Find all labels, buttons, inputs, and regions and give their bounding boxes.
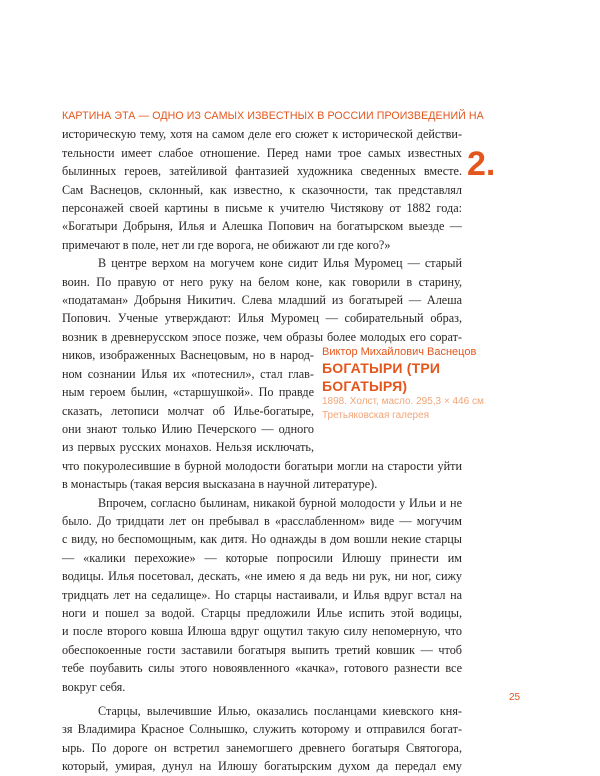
text-line: из первых русских монахов. Нельзя исключать, (62, 440, 314, 455)
text-line: что покуролесившие в бурной молодости богатыри могли на старости уйти (62, 458, 462, 473)
figure-number: 2. (467, 145, 496, 183)
text-line: ным героем былин, «старшушкой». По правде (62, 385, 314, 400)
text-line: ноги и пошел за водой. Старцы предложили Илье испить этой водицы, (62, 605, 462, 620)
text-line: Попович. Ученые утверждают: Илья Муромец — собирательный образ, (62, 311, 462, 326)
caption-details: 1898. Холст, масло. 295,3 × 446 см (322, 396, 484, 407)
caption-museum: Третьяковская галерея (322, 410, 430, 421)
text-line: они знают только Илию Печерского — одного (62, 421, 314, 436)
text-line: «Богатыри Добрыня, Илья и Алешка Попович на богатырском выезде — (62, 219, 462, 234)
text-line: водицы. Илья посетовал, дескать, «не имею я да ведь ни рук, ни ног, сижу (62, 569, 462, 584)
article-text (62, 107, 484, 776)
figure-caption (322, 345, 522, 423)
text-line: примечают в поле, нет ли где ворога, не обижают ли где кого?» (62, 237, 391, 252)
text-line: с виду, но беспомощным, как дитя. Но однажды в дом вошли некие старцы (62, 532, 462, 547)
text-line: в монастырь (такая версия высказана в научной литературе). (62, 477, 378, 492)
text-line: В центре верхом на могучем коне сидит Илья Муромец — старый (98, 256, 462, 271)
text-line: «податаман» Добрыня Никитич. Слева младший из богатырей — Алеша (62, 293, 462, 308)
text-line: ырь. По дороге он встретил занемогшего древнего богатыря Святогора, (62, 740, 462, 755)
text-line: Сам Васнецов, склонный, как известно, к сказочности, так представлял (62, 182, 462, 197)
text-line: персонажей своей картины в письме к учителю Чистякову от 1882 года: (62, 201, 462, 216)
text-line: ном сознании Илья их «потеснил», стал глав- (62, 366, 314, 381)
text-line: зя Владимира Красное Солнышко, служить которому и отправился богат- (62, 722, 462, 737)
text-line: воин. По правую от него руку на белом коне, как говорили в старину, (62, 274, 462, 289)
text-line: возник в древнерусском эпосе позже, чем образы более молодых его сорат- (62, 329, 462, 344)
text-line: тельности имеет слабое отношение. Перед нами трое самых известных (62, 145, 462, 160)
text-line: было. До тридцати лет он пребывал в «расслабленном» виде — могучим (62, 513, 462, 528)
text-line: сказать, летописи молчат об Илье-богатыре, (62, 403, 314, 418)
text-line: ников, изображенных Васнецовым, но в народ- (62, 348, 314, 363)
text-line: Старцы, вылечившие Илью, оказались посланцами киевского кня- (98, 704, 462, 718)
lead-caps: КАРТИНА ЭТА — ОДНО ИЗ САМЫХ ИЗВЕСТНЫХ В РОССИИ ПРОИЗВЕДЕНИЙ НА (62, 110, 484, 122)
text-line: вокруг себя. (62, 679, 126, 694)
text-line: который, умирая, дунул на Илюшу богатырским духом да передал ему (62, 759, 462, 774)
caption-title: БОГАТЫРИ (ТРИ БОГАТЫРЯ) (322, 360, 441, 394)
text-line: тебе поубавить силы этого новоявленного «качка», готового разнести все (62, 661, 462, 676)
text-line: тридцать лет на седалище». Но старцы настаивали, и Илья вдруг встал на (62, 587, 462, 602)
page-number: 25 (509, 692, 521, 703)
text-line: былинных героев, затейливой фантазией художника сведенных вместе. (62, 164, 462, 179)
text-line: историческую тему, хотя на самом деле его сюжет к исторической действи- (62, 127, 462, 142)
text-line: Впрочем, согласно былинам, никакой бурной молодости у Ильи и не (98, 495, 462, 510)
caption-author: Виктор Михайлович Васнецов (322, 346, 477, 358)
text-line: и после второго ковша Илюша вдруг ощутил такую силу непомерную, что (62, 624, 462, 639)
text-line: обеспокоенные гости заставили богатыря выпить третий ковшик — чтоб (62, 642, 462, 657)
text-line: — «калики перехожие» — которые попросили Илюшу принести им (62, 550, 462, 565)
